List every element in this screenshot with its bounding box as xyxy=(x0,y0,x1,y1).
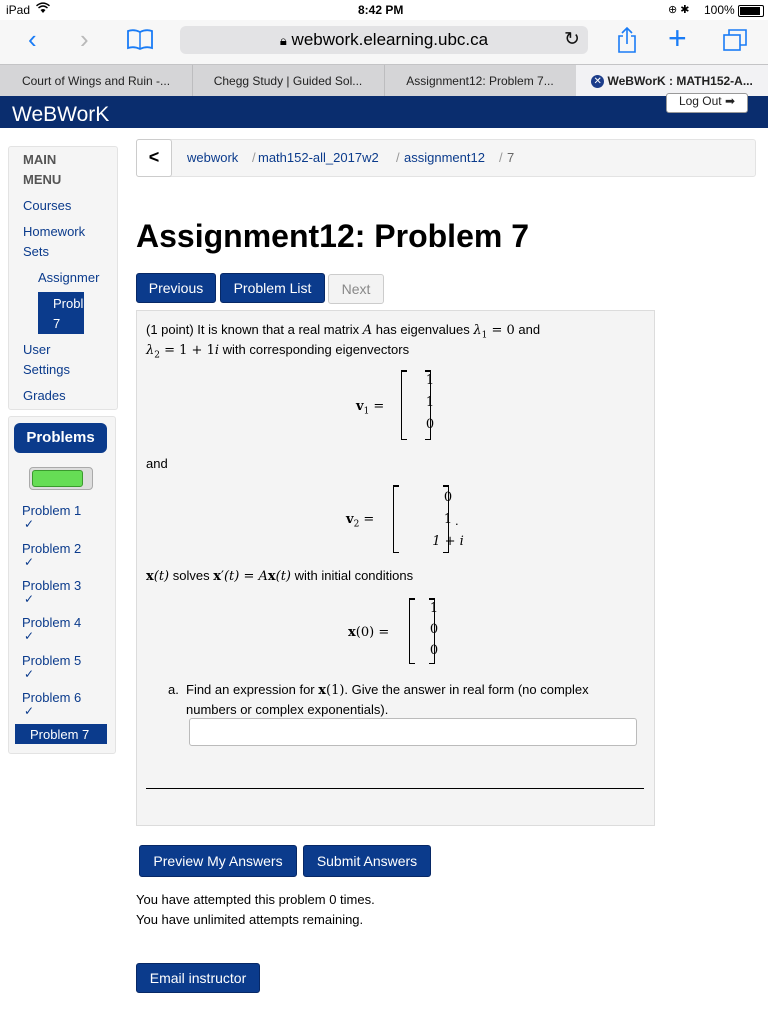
math-text: = xyxy=(369,399,385,414)
progress-fill xyxy=(32,470,83,487)
problem-link-6[interactable]: Problem 6 xyxy=(22,690,82,705)
wifi-icon xyxy=(36,2,50,17)
math-text: (0) = xyxy=(355,625,390,640)
device-label: iPad xyxy=(6,3,31,17)
matrix-cell: 1 xyxy=(429,601,439,616)
logout-label: Log Out xyxy=(678,94,722,108)
v1-matrix xyxy=(401,370,435,440)
sidebar-item-homework-sets[interactable]: Homework xyxy=(23,224,86,239)
matrix-cell: 1 xyxy=(425,395,435,410)
math-sub: 1 xyxy=(481,330,488,341)
preview-answers-button[interactable]: Preview My Answers xyxy=(139,845,297,877)
math-var: A xyxy=(258,569,268,584)
check-icon: ✓ xyxy=(24,667,35,681)
tab[interactable] xyxy=(192,65,385,97)
math-text: (t) xyxy=(275,569,291,584)
status-bar xyxy=(0,0,768,20)
breadcrumb-assignment[interactable]: assignment12 xyxy=(404,150,485,165)
and-text: and xyxy=(146,456,168,471)
text: (1 point) It is known that a real matrix xyxy=(146,322,363,337)
matrix-cell: 0 xyxy=(443,490,453,505)
bluetooth-icon: ⊕ ✱ xyxy=(668,4,690,16)
reload-icon[interactable]: ↻ xyxy=(564,29,580,50)
ode-statement xyxy=(146,568,413,584)
new-tab-icon[interactable]: + xyxy=(668,20,687,56)
breadcrumb xyxy=(136,139,756,177)
sidebar-item-assignment[interactable]: Assignmer xyxy=(38,270,100,285)
breadcrumb-course[interactable]: math152-all_2017w2 xyxy=(258,150,379,165)
problem-link-label: Problem 7 xyxy=(30,727,90,742)
problem-link-4[interactable]: Problem 4 xyxy=(22,615,82,630)
sidebar-item-user-settings[interactable]: User xyxy=(23,342,51,357)
period: . xyxy=(455,513,459,528)
problem-link-1[interactable]: Problem 1 xyxy=(22,503,82,518)
math-var: x xyxy=(348,625,356,640)
clock: 8:42 PM xyxy=(358,3,404,17)
math-var: i xyxy=(214,343,220,358)
v1-label xyxy=(356,399,384,417)
v2-matrix xyxy=(393,485,464,553)
x0-matrix xyxy=(409,598,439,664)
math-text: (1) xyxy=(326,683,345,698)
tabs-icon[interactable] xyxy=(722,28,748,57)
tab-label: WeBWorK : MATH152-A... xyxy=(607,74,753,88)
page-title: Assignment12: Problem 7 xyxy=(136,218,529,254)
logout-button[interactable] xyxy=(666,93,748,113)
problem-list-button[interactable]: Problem List xyxy=(220,273,325,303)
part-a-label: a. xyxy=(168,682,179,697)
webwork-logo[interactable]: WeBWorK xyxy=(12,103,110,126)
tab-label: Court of Wings and Ruin -... xyxy=(21,74,171,88)
answer-input[interactable] xyxy=(189,718,637,746)
math-text: = 1 + 1 xyxy=(159,343,215,358)
math-var: λ xyxy=(473,323,482,338)
progress-bar xyxy=(29,467,93,490)
url-text: webwork.elearning.ubc.ca xyxy=(291,30,489,49)
text: with corresponding eigenvectors xyxy=(219,342,410,357)
submit-answers-button[interactable]: Submit Answers xyxy=(303,845,431,877)
email-instructor-button[interactable]: Email instructor xyxy=(136,963,260,993)
matrix-cell: 1 xyxy=(443,512,453,527)
matrix-cell: 0 xyxy=(425,417,435,432)
attempts-remaining-text: You have unlimited attempts remaining. xyxy=(136,912,364,927)
matrix-cell: 1 + i xyxy=(432,534,464,549)
tab[interactable] xyxy=(0,65,193,97)
math-sub: 2 xyxy=(154,350,160,361)
check-icon: ✓ xyxy=(24,629,35,643)
problem-link-2[interactable]: Problem 2 xyxy=(22,541,82,556)
math-text: = 0 xyxy=(487,323,515,338)
matrix-cell: 1 xyxy=(425,373,435,388)
check-icon: ✓ xyxy=(24,517,35,531)
text: has eigenvalues xyxy=(372,322,474,337)
tab-label: Assignment12: Problem 7... xyxy=(406,74,554,88)
math-var: x xyxy=(146,569,154,584)
check-icon: ✓ xyxy=(24,555,35,569)
main-menu-heading: MAIN xyxy=(23,152,57,167)
sidebar-item-courses[interactable]: Courses xyxy=(23,198,72,213)
battery-percent: 100% xyxy=(704,3,735,17)
check-icon: ✓ xyxy=(24,704,35,718)
part-a-question xyxy=(186,682,589,698)
matrix-cell: 0 xyxy=(429,643,439,658)
math-text: = xyxy=(359,512,375,527)
breadcrumb-webwork[interactable]: webwork xyxy=(187,150,239,165)
close-tab-icon[interactable]: ✕ xyxy=(591,75,604,88)
part-a-question-2: numbers or complex exponentials). xyxy=(186,702,389,717)
breadcrumb-separator: / xyxy=(396,150,400,165)
lock-icon: 🔒︎ xyxy=(279,33,287,48)
math-var: v xyxy=(346,512,354,527)
attempts-text: You have attempted this problem 0 times. xyxy=(136,892,375,907)
tab-strip xyxy=(0,64,768,97)
text: solves xyxy=(169,568,214,583)
sidebar-item-label: 7 xyxy=(53,316,61,331)
problem-intro xyxy=(146,322,540,341)
back-button[interactable]: < xyxy=(136,139,172,177)
math-var: x xyxy=(318,683,326,698)
math-var: v xyxy=(356,399,364,414)
math-sub: 2 xyxy=(353,519,360,530)
matrix-cell: 0 xyxy=(429,622,439,637)
divider xyxy=(146,788,644,789)
sidebar-item-problem-active[interactable] xyxy=(38,292,84,334)
share-icon[interactable] xyxy=(616,26,638,59)
breadcrumb-separator: / xyxy=(252,150,256,165)
sidebar-item-user-settings[interactable]: Settings xyxy=(23,362,70,377)
logout-icon: ➡ xyxy=(724,94,736,108)
site-header xyxy=(0,96,768,128)
problem-link-7-active[interactable] xyxy=(15,724,107,744)
previous-button[interactable]: Previous xyxy=(136,273,216,303)
math-var: λ xyxy=(146,343,155,358)
sidebar-item-label: Probl xyxy=(53,296,84,311)
math-text: ′ xyxy=(220,569,224,584)
bookmarks-icon[interactable] xyxy=(126,28,154,55)
check-icon: ✓ xyxy=(24,592,35,606)
sidebar-item-grades[interactable]: Grades xyxy=(23,388,66,403)
forward-arrow-icon[interactable]: › xyxy=(80,24,89,54)
text: . Give the answer in real form (no complex xyxy=(344,682,589,697)
tab-label: Chegg Study | Guided Sol... xyxy=(213,74,363,88)
math-var: x xyxy=(267,569,276,584)
problem-link-5[interactable]: Problem 5 xyxy=(22,653,82,668)
math-text: (t) = xyxy=(223,569,259,584)
math-var: A xyxy=(362,323,373,338)
problems-heading: Problems xyxy=(14,423,107,453)
sidebar-item-homework-sets[interactable]: Sets xyxy=(23,244,50,259)
text: and xyxy=(514,322,541,337)
v2-label xyxy=(346,512,374,530)
math-sub: 1 xyxy=(363,406,370,417)
math-var: x xyxy=(213,569,221,584)
text: with initial conditions xyxy=(291,568,414,583)
breadcrumb-separator: / xyxy=(499,150,503,165)
problem-link-3[interactable]: Problem 3 xyxy=(22,578,82,593)
back-arrow-icon[interactable]: ‹ xyxy=(28,24,37,54)
main-menu-heading: MENU xyxy=(23,172,62,187)
battery-icon xyxy=(738,5,764,17)
tab[interactable] xyxy=(384,65,577,97)
next-button[interactable]: Next xyxy=(328,274,384,304)
math-text: (t) xyxy=(153,569,170,584)
text: Find an expression for xyxy=(186,682,319,697)
url-bar[interactable] xyxy=(180,26,588,54)
x0-label xyxy=(348,625,389,640)
problem-intro-2 xyxy=(146,342,409,361)
breadcrumb-problem: 7 xyxy=(507,150,515,165)
